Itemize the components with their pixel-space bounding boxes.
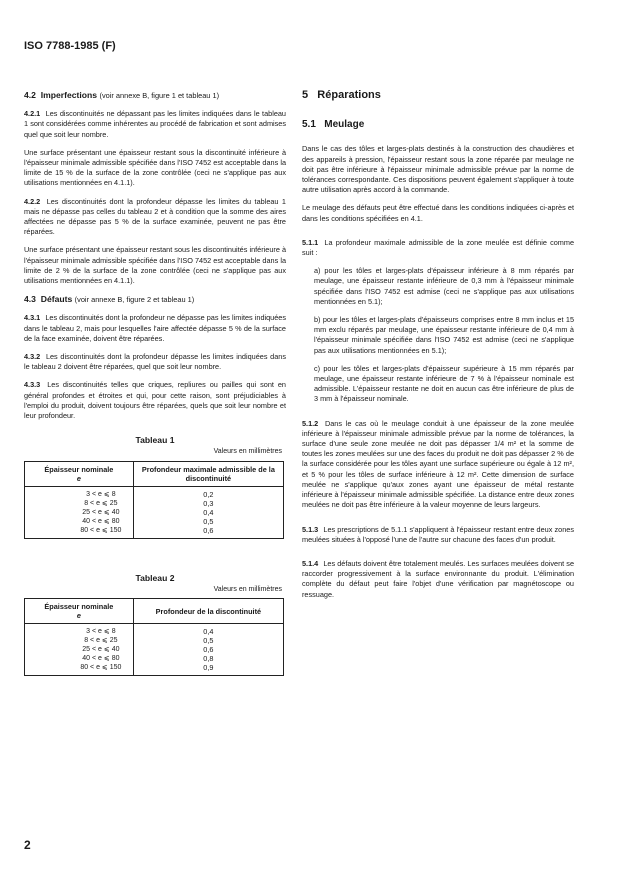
table-row: 3 < e ⩽ 8 0,2 [25, 486, 284, 499]
table-2-col-thickness: Épaisseur nominale e [25, 599, 134, 624]
table-1 [24, 461, 284, 539]
paragraph-4-2-2-b: Une surface présentant une épaisseur restant sous les discontinuités inférieure à l'épaisseur minimale admissible spécifiée dans l'ISO 7452 est acceptable dans la limite de 2 % de la surface de la zone contrôlée (ceci ne s'applique pas aux utilisations mentionnées en 4.1.1). [24, 245, 286, 286]
paragraph-5-1-1: 5.1.1 La profondeur maximale admissible de la zone meulée est définie comme suit : [302, 237, 574, 258]
paragraph-4-3-1: 4.3.1 Les discontinuités dont la profondeur ne dépasse pas les limites indiquées dans le tableau 2, mais pour lesquelles l'aire affectée dépasse 5 % de la surface de la face examinée, doivent être réparées. [24, 313, 287, 343]
paragraph-4-2-1: 4.2.1 Les discontinuités ne dépassant pas les limites indiquées dans le tableau 1 sont considérées comme inhérentes au procédé de fabrication et sont admises quel que soit leur nombre. [24, 109, 286, 139]
table-2-units: Valeurs en millimètres [213, 585, 282, 593]
paragraph-5-1-b: Le meulage des défauts peut être effectué dans les conditions indiquées ci-après et dans les conditions spécifiées en 4.1. [302, 203, 574, 223]
item-5-1-1-b: b) pour les tôles et larges-plats d'épaisseurs comprises entre 8 mm inclus et 15 mm exclu réparés par meulage, une épaisseur restante inférieure de 0,4 mm à l'épaisseur minimale spécifiée dans l'ISO 7452 est admise (ceci ne s'applique pas aux utilisations mentionnées en 5.1); [314, 315, 574, 355]
table-row: 80 < e ⩽ 150 0,9 [25, 663, 284, 676]
paragraph-5-1-4: 5.1.4 Les défauts doivent être totalement meulés. Les surfaces meulées doivent se raccorder progressivement à la surface environnante du produit. L'élimination complète du défaut peut faire l'objet d'une vérification par magnétoscope ou ressuage. [302, 558, 574, 599]
table-row: 80 < e ⩽ 150 0,6 [25, 526, 284, 539]
table-row: 40 < e ⩽ 80 0,8 [25, 654, 284, 663]
table-row: 25 < e ⩽ 40 0,4 [25, 508, 284, 517]
section-5-heading: 5 Réparations [302, 89, 381, 101]
paragraph-4-2-2: 4.2.2 Les discontinuités dont la profondeur dépasse les limites du tableau 1 mais ne dépasse pas celles du tableau 2 et à condition que la somme des aires affectées ne dépasse pas 5 % de la surface examinée, peuvent ne pas être réparées. [24, 196, 286, 237]
paragraph-4-3-2: 4.3.2 Les discontinuités dont la profondeur dépasse les limites indiquées dans le tableau 2 doivent être réparées, quel que soit leur nombre. [24, 352, 286, 372]
table-2 [24, 598, 284, 676]
paragraph-4-3-3: 4.3.3 Les discontinuités telles que criques, repliures ou pailles qui sont en général profondes et étroites et qui, pour cette raison, sont préjudiciables à l'emploi du produit, doivent toujours être réparées, quels que soit leur nombre et leur profondeur. [24, 380, 286, 421]
section-5-1-heading: 5.1 Meulage [302, 119, 365, 131]
left-column [24, 90, 286, 676]
paragraph-4-2-1-b: Une surface présentant une épaisseur restant sous la discontinuité inférieure à l'épaisseur minimale admissible spécifiée dans l'ISO 7452 est acceptable dans la limite de 15 % de la surface de la zone contrôlée (ceci ne s'applique pas aux utilisations mentionnées en 4.1.1). [24, 147, 286, 188]
paragraph-5-1-2: 5.1.2 Dans le cas où le meulage conduit à une épaisseur de la zone meulée inférieure à l'épaisseur minimale admissible prévue par la norme de tolérances, la surface d'une seule zone meulée ne doit pas dépasser 1/4 m² et la somme de toutes les zones meulées sur une des faces du produit ne doit pas dépasser 2 % de la surface considérée pour les tôles ayant une surface supérieure ou égale à 12 m², et 5 % pour les tôles de surface inférieure à 12 m². Cette dimension de surface meulée ne s'applique qu'aux zones ayant une épaisseur de métal restante inférieure à l'épaisseur minimale admissible spécifiée. La distance entre deux zones meulées ne doit pas être inférieure à la valeur moyenne de leurs largeurs. [302, 418, 574, 510]
paragraph-5-1-3: 5.1.3 Les prescriptions de 5.1.1 s'appliquent à l'épaisseur restant entre deux zones meulées situées à l'opposé l'une de l'autre sur chacune des faces d'un produit. [302, 524, 574, 544]
section-4-2-heading: 4.2 Imperfections (voir annexe B, figure 1 et tableau 1) [24, 90, 220, 100]
table-1-units: Valeurs en millimètres [213, 448, 282, 456]
paragraph-5-1-a: Dans le cas des tôles et larges-plats destinés à la construction des chaudières et des appareils à pression, l'épaisseur restant sous la zone réparée par meulage ne doit pas être inférieure à l'épaisseur minimale admissible prévue par la norme de tolérances correspondante. Ces dispositions peuvent également s'appliquer à toute autre utilisation après accord à la commande. [302, 144, 574, 195]
table-row: 8 < e ⩽ 25 0,5 [25, 636, 284, 645]
page-number: 2 [24, 838, 31, 852]
table-row: 8 < e ⩽ 25 0,3 [25, 499, 284, 508]
table-2-caption: Tableau 2 [135, 572, 175, 583]
table-1-col-thickness: Épaisseur nominale e [25, 461, 134, 486]
section-4-3-heading: 4.3 Défauts (voir annexe B, figure 2 et tableau 1) [24, 294, 195, 305]
table-row: 25 < e ⩽ 40 0,6 [25, 645, 284, 654]
right-column [302, 90, 574, 608]
table-row: 3 < e ⩽ 8 0,4 [25, 624, 284, 637]
table-2-col-depth: Profondeur de la discontinuité [133, 599, 283, 624]
item-5-1-1-c: c) pour les tôles et larges-plats d'épaisseur supérieure à 15 mm réparés par meulage, une épaisseur restante inférieure de 7 % à l'épaisseur nominale est admissible. L'épaisseur restante ne doit en aucun cas être inférieure de plus de 3 mm à l'épaisseur nominale. [314, 363, 574, 404]
table-1-col-depth: Profondeur maximale admissible de la discontinuité [133, 461, 283, 486]
table-row: 40 < e ⩽ 80 0,5 [25, 517, 284, 526]
item-5-1-1-a: a) pour les tôles et larges-plats d'épaisseur inférieure à 8 mm réparés par meulage, une épaisseur restante inférieure de 0,3 mm à l'épaisseur minimale spécifiée dans l'ISO 7452 est admise (ceci ne s'applique pas aux utilisations mentionnées en 5.1); [314, 266, 574, 306]
table-1-caption: Tableau 1 [135, 435, 175, 446]
document-header: ISO 7788-1985 (F) [24, 40, 116, 52]
